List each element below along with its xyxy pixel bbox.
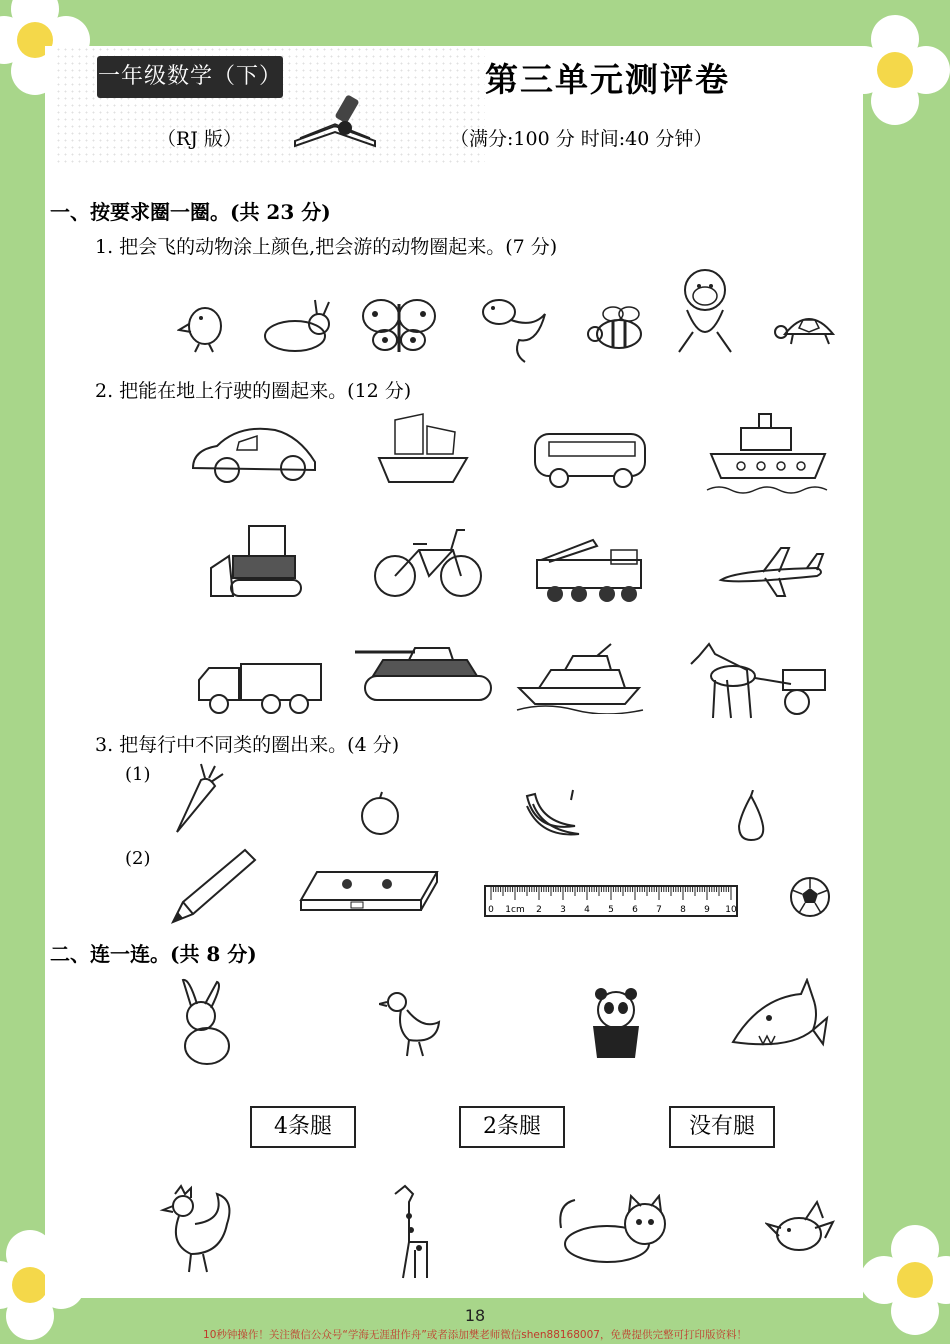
shark-icon <box>729 978 829 1066</box>
footer-notice: 10秒钟操作！关注微信公众号“学海无涯甜作舟”或者添加樊老师微信shen88168007，免费提供完整可打印版资料！ <box>203 1329 747 1341</box>
ruler-tick-label: 3 <box>560 905 566 915</box>
butterfly-icon <box>361 294 437 354</box>
carrot-icon <box>165 762 225 838</box>
cat-icon <box>555 1194 675 1270</box>
book-microscope-icon <box>290 86 390 151</box>
ruler-tick-label: 1cm <box>505 905 525 915</box>
car-icon <box>187 422 323 486</box>
sailboat-icon <box>375 412 471 488</box>
row-2-label: (2) <box>125 848 151 869</box>
horse-cart-icon <box>687 640 829 722</box>
yacht-icon <box>515 642 645 714</box>
rabbit-sitting-icon <box>169 976 245 1066</box>
rabbit-icon <box>257 298 337 354</box>
ruler-tick-label: 9 <box>704 905 710 915</box>
truck-icon <box>195 656 325 718</box>
ruler-icon <box>483 884 739 918</box>
legs-option-two: 2条腿 <box>459 1106 565 1148</box>
grade-badge: 一年级数学（下） <box>97 56 283 98</box>
bee-icon <box>583 304 649 354</box>
page-number: 18 <box>464 1306 486 1325</box>
section-1-heading: 一、按要求圈一圈。(共 23 分) <box>50 200 331 224</box>
row-1-label: (1) <box>125 764 151 785</box>
ruler-tick-label: 10 <box>725 905 737 915</box>
pencil-case-icon <box>297 868 441 914</box>
goldfish-icon <box>473 294 551 364</box>
apple-icon <box>357 790 403 836</box>
turtle-icon <box>773 304 845 348</box>
ruler-tick-label: 4 <box>584 905 590 915</box>
monkey-icon <box>669 264 745 356</box>
songbird-icon <box>765 1198 835 1262</box>
soccer-ball-icon <box>789 876 831 918</box>
tank-icon <box>353 638 497 706</box>
ruler-tick-label: 0 <box>488 905 494 915</box>
ruler-tick-label: 2 <box>536 905 542 915</box>
airplane-icon <box>717 544 827 600</box>
worksheet <box>45 46 863 1298</box>
score-time-info: （满分:100 分 时间:40 分钟） <box>450 128 713 150</box>
legs-option-none: 没有腿 <box>669 1106 775 1148</box>
question-3-text: 3. 把每行中不同类的圈出来。(4 分) <box>95 734 400 756</box>
banana-icon <box>521 786 583 840</box>
section-2-heading: 二、连一连。(共 8 分) <box>50 942 257 966</box>
rooster-icon <box>155 1184 235 1276</box>
bulldozer-icon <box>207 522 307 604</box>
crane-truck-icon <box>533 536 647 604</box>
edition-label: （RJ 版） <box>157 128 242 150</box>
ruler-tick-label: 6 <box>632 905 638 915</box>
giraffe-icon <box>379 1182 437 1282</box>
ship-icon <box>705 412 831 498</box>
bicycle-icon <box>373 520 483 604</box>
question-1-text: 1. 把会飞的动物涂上颜色,把会游的动物圈起来。(7 分) <box>95 236 558 258</box>
ruler-tick-label: 7 <box>656 905 662 915</box>
bus-icon <box>531 428 651 490</box>
pencil-icon <box>169 846 259 926</box>
question-2-text: 2. 把能在地上行驶的圈起来。(12 分) <box>95 380 412 402</box>
pear-icon <box>731 790 771 842</box>
page-title: 第三单元测评卷 <box>485 60 730 99</box>
ruler-tick-label: 8 <box>680 905 686 915</box>
panda-icon <box>587 986 645 1062</box>
ruler-tick-label: 5 <box>608 905 614 915</box>
duck-icon <box>379 990 443 1060</box>
legs-option-four: 4条腿 <box>250 1106 356 1148</box>
bird-icon <box>177 294 233 354</box>
